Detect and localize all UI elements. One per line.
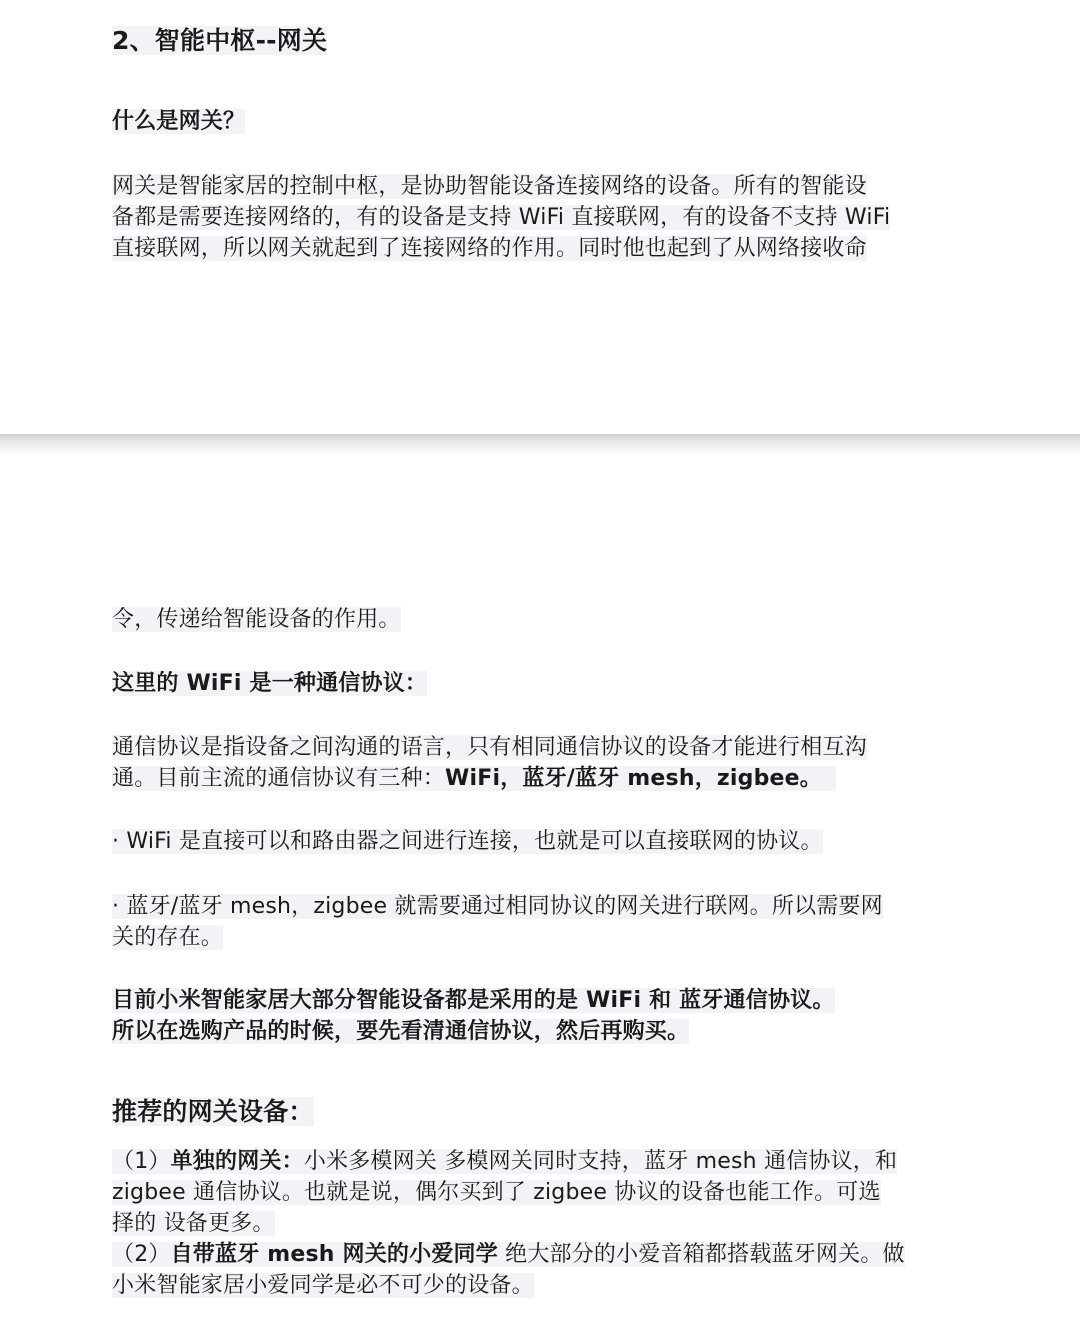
recommend-item-1 — [112, 1146, 905, 1239]
recommend-heading — [112, 1095, 323, 1129]
protocol-types: WiFi，蓝牙/蓝牙 mesh，zigbee。 — [445, 766, 822, 791]
protocol-line-2-prefix: 通。目前主流的通信协议有三种： — [112, 766, 446, 791]
protocol-line-1: 通信协议是指设备之间沟通的语言，只有相同通信协议的设备才能进行相互沟 — [112, 735, 867, 760]
item-1-line-3: 择的 设备更多。 — [112, 1211, 275, 1236]
recommend-list — [112, 1146, 905, 1301]
item-1-title: 单独的网关： — [170, 1149, 304, 1174]
document-page-1 — [0, 0, 1080, 434]
bullet-bluetooth-line-2: 关的存在。 — [112, 925, 224, 950]
bullet-wifi-text: · WiFi 是直接可以和路由器之间进行连接，也就是可以直接联网的协议。 — [112, 829, 823, 854]
recommend-item-2 — [112, 1239, 905, 1301]
intro-paragraph — [112, 171, 890, 264]
intro-continuation — [112, 604, 415, 635]
summary-line-2: 所以在选购产品的时候，要先看清通信协议，然后再购买。 — [112, 1019, 690, 1044]
question-title-text: 什么是网关？ — [112, 109, 246, 134]
question-title — [112, 106, 253, 137]
summary-paragraph — [112, 985, 850, 1047]
summary-line-1: 目前小米智能家居大部分智能设备都是采用的是 WiFi 和 蓝牙通信协议。 — [112, 988, 835, 1013]
bullet-bluetooth-line-1: · 蓝牙/蓝牙 mesh，zigbee 就需要通过相同协议的网关进行联网。所以需要网 — [112, 894, 883, 919]
item-2-line-2: 小米智能家居小爱同学是必不可少的设备。 — [112, 1273, 534, 1298]
section-title-text: 2、智能中枢--网关 — [112, 26, 328, 55]
section-title — [112, 24, 336, 58]
item-1-line-2: zigbee 通信协议。也就是说，偶尔买到了 zigbee 协议的设备也能工作。可选 — [112, 1180, 881, 1205]
wifi-heading — [112, 668, 443, 699]
intro-continuation-text: 令，传递给智能设备的作用。 — [112, 607, 401, 632]
bullet-wifi — [112, 826, 830, 857]
item-2-line-1: 绝大部分的小爱音箱都搭载蓝牙网关。做 — [497, 1242, 905, 1267]
protocol-paragraph — [112, 732, 867, 794]
wifi-heading-text: 这里的 WiFi 是一种通信协议： — [112, 671, 428, 696]
recommend-heading-text: 推荐的网关设备： — [112, 1097, 314, 1126]
item-2-number: （2） — [112, 1242, 171, 1267]
document-page-2 — [0, 454, 1080, 1322]
intro-line-3: 直接联网，所以网关就起到了连接网络的作用。同时他也起到了从网络接收命 — [112, 236, 867, 261]
intro-line-2: 备都是需要连接网络的，有的设备是支持 WiFi 直接联网，有的设备不支持 WiFi — [112, 205, 891, 230]
bullet-bluetooth — [112, 891, 883, 953]
item-1-line-1: 小米多模网关 多模网关同时支持，蓝牙 mesh 通信协议，和 — [303, 1149, 898, 1174]
item-2-title: 自带蓝牙 mesh 网关的小爱同学 — [170, 1242, 498, 1267]
page-break — [0, 434, 1080, 454]
item-1-number: （1） — [112, 1149, 171, 1174]
intro-line-1: 网关是智能家居的控制中枢，是协助智能设备连接网络的设备。所有的智能设 — [112, 174, 867, 199]
